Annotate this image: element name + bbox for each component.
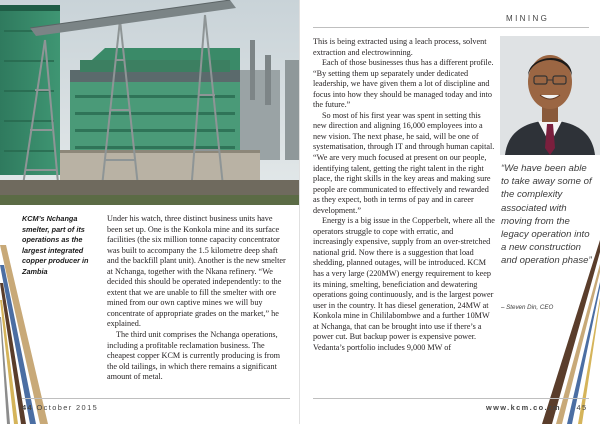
page-number: 45 (576, 403, 588, 412)
paragraph: Each of those businesses thus has a different profile. “By setting them up separately under dedicated leadership, we have given them a lot of discipline and focus into how they should be managed today and into the future.” (313, 58, 494, 110)
pull-quote: “We have been able to take away some of the complexity associated with moving from the legacy operation into a new construction and operation phase” (501, 163, 592, 267)
pull-quote-attribution: – Steven Din, CEO (501, 304, 554, 311)
smelter-photo (0, 0, 300, 205)
header-rule (313, 27, 589, 28)
footer-rule (313, 398, 589, 399)
photo-caption: KCM’s Nchanga smelter, part of its operations as the largest integrated copper producer in Zambia (22, 214, 89, 276)
page-number: 44 (22, 403, 34, 412)
website-link[interactable]: www.kcm.co.zm (486, 403, 562, 412)
paragraph: This is being extracted using a leach process, solvent extraction and electrowinning. (313, 37, 487, 57)
paragraph: The third unit comprises the Nchanga operations, including a profitable reclamation business. The cheapest copper KCM is currently producing is from the old tailings, in which there remains a significant amount of metal. (107, 330, 281, 382)
paragraph: Under his watch, three distinct business units have been set up. One is the Konkola mine and its surface facilities (the six million tonne capacity concentrator was built to accompany the 1.5 kilometre deep shaft and the backfill plant unit). Another is the new smelter at Nchanga, together with the Nkana refinery. “We decided this should be operated independently: to the extent that we are unable to fill the smelter with ore mined from our own captive mines we will buy concentrate of appropriate grades on the market,” he explained. (107, 214, 286, 329)
ceo-portrait (500, 36, 600, 155)
section-label: MINING (506, 14, 550, 23)
article-column-left (107, 214, 288, 383)
footer-rule (22, 398, 290, 399)
issue-date: October 2015 (36, 403, 99, 412)
article-column-right (313, 37, 495, 353)
paragraph: Energy is a big issue in the Copperbelt, where all the operators struggle to cope with erratic, and increasingly expensive, supply from an over-stretched national grid. Now there is a suggestion that load shedding, planned outages, will be introduced. KCM has a very large (220MW) energy requirement to keep its mining, smelting, beneficiation and dewatering operations going continuously, and is the largest power user in the country. It has diesel generation, 24MW at Konkola mine in Chililabombwe and a further 10MW at Nchanga, that can be brought into use if there’s a power cut. But backup power is expensive power. Vedanta’s portfolio includes 9,000 MW of (313, 216, 495, 352)
decorative-stripes (530, 230, 600, 424)
footer-right (486, 403, 588, 412)
footer-left (22, 403, 98, 412)
paragraph: So most of his first year was spent in setting this new direction and aligning 16,000 employees into a new vision. The next phase, he said, will be one of systematisation, through IT and through human capital. “We are very much focused at present on our people, identifying talent, getting the right talent in the right place, the right skills in the key areas and making sure people are communicated to effectively and rewarded as they expect, both in terms of pay and in career development.” (313, 110, 495, 215)
